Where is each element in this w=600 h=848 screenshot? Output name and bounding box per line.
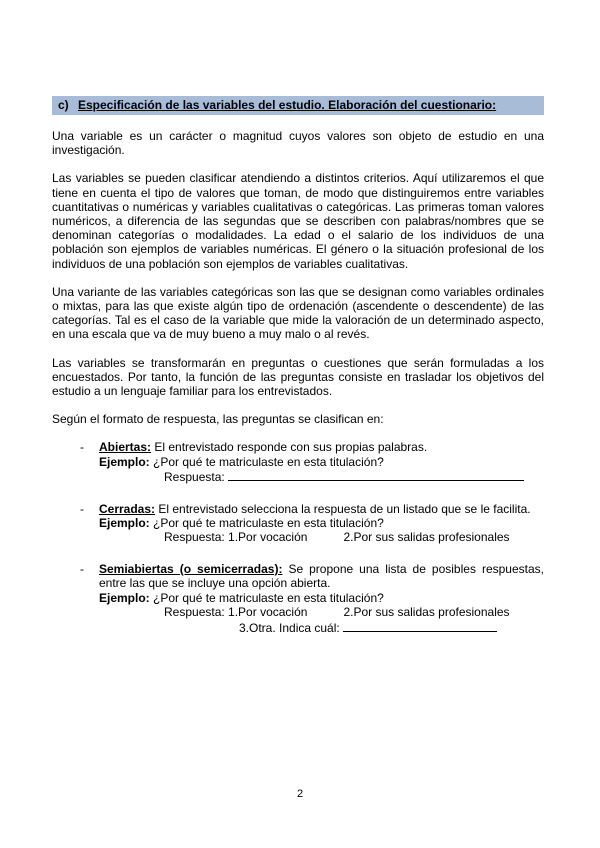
document-page (52, 96, 544, 652)
section-title: Especificación de las variables del estudio. Elaboración del cuestionario: (78, 98, 497, 112)
option-vocacion: 1.Por vocación (228, 530, 308, 545)
bullet-dash: - (80, 440, 84, 455)
option-vocacion: 1.Por vocación (228, 605, 308, 620)
example-text: ¿Por qué te matriculaste en esta titulación? (149, 516, 384, 531)
response-blank-line (228, 469, 524, 481)
list-item-abiertas (80, 440, 544, 484)
example-label: Ejemplo: (99, 454, 150, 469)
paragraph-format: Según el formato de respuesta, las preguntas se clasifican en: (52, 412, 384, 427)
response-label: Respuesta: (164, 470, 225, 485)
option-otra: 3.Otra. Indica cuál: (239, 620, 340, 635)
page-number: 2 (296, 788, 304, 800)
section-letter: c) (58, 98, 69, 112)
list-item-cerradas (80, 502, 544, 545)
example-label: Ejemplo: (99, 516, 150, 531)
bullet-dash: - (80, 561, 84, 576)
desc-semiabiertas: Se propone una lista de posibles respuestas, entre las que se incluye una opción abierta. (99, 561, 544, 591)
paragraph-questions: Las variables se transformarán en preguntas o cuestiones que serán formuladas a los encuestados. Por tanto, la función de las preguntas consiste en trasladar los objetivos del estudio a un lenguaje familiar para los entrevistados. (52, 355, 544, 399)
term-abiertas: Abiertas: (99, 440, 152, 455)
section-heading (52, 96, 544, 115)
desc-cerradas: El entrevistado selecciona la respuesta de un listado que se le facilita. (155, 501, 531, 516)
term-cerradas: Cerradas: (99, 501, 156, 516)
question-types-list (52, 440, 544, 634)
response-label: Respuesta: (164, 605, 225, 620)
term-semiabiertas: Semiabiertas (o semicerradas): (99, 561, 283, 576)
example-label: Ejemplo: (99, 590, 150, 605)
response-label: Respuesta: (164, 530, 225, 545)
list-item-semiabiertas (80, 562, 544, 635)
example-text: ¿Por qué te matriculaste en esta titulación? (149, 590, 384, 605)
paragraph-classification: Las variables se pueden clasificar atendiendo a distintos criterios. Aquí utilizaremos el que tiene en cuenta el tipo de valores que toman, de modo que distinguiremos entre variables cuantitativas o numéricas y variables cualitativas o categóricas. Las primeras toman valores numéricos, a diferencia de las segundas que se describen con palabras/nombres que se denominan categorías o modalidades. La edad o el salario de los individuos de una población son ejemplos de variables numéricas. El género o la situación profesional de los individuos de una población son ejemplos de variables cualitativas. (52, 171, 544, 271)
paragraph-ordinal: Una variante de las variables categóricas son las que se designan como variables ordinales o mixtas, para las que existe algún tipo de ordenación (ascendente o descendente) de las categorías. Tal es el caso de la variable que mide la valoración de un determinado aspecto, en una escala que va de muy bueno a muy malo o al revés. (52, 284, 544, 342)
bullet-dash: - (80, 501, 84, 516)
example-text: ¿Por qué te matriculaste en esta titulación? (149, 454, 384, 469)
otra-blank-line (343, 620, 497, 632)
option-salidas: 2.Por sus salidas profesionales (343, 605, 510, 620)
desc-abiertas: El entrevistado responde con sus propias palabras. (151, 440, 428, 455)
option-salidas: 2.Por sus salidas profesionales (343, 530, 510, 545)
paragraph-definition: Una variable es un carácter o magnitud cuyos valores son objeto de estudio en una investigación. (52, 129, 544, 158)
